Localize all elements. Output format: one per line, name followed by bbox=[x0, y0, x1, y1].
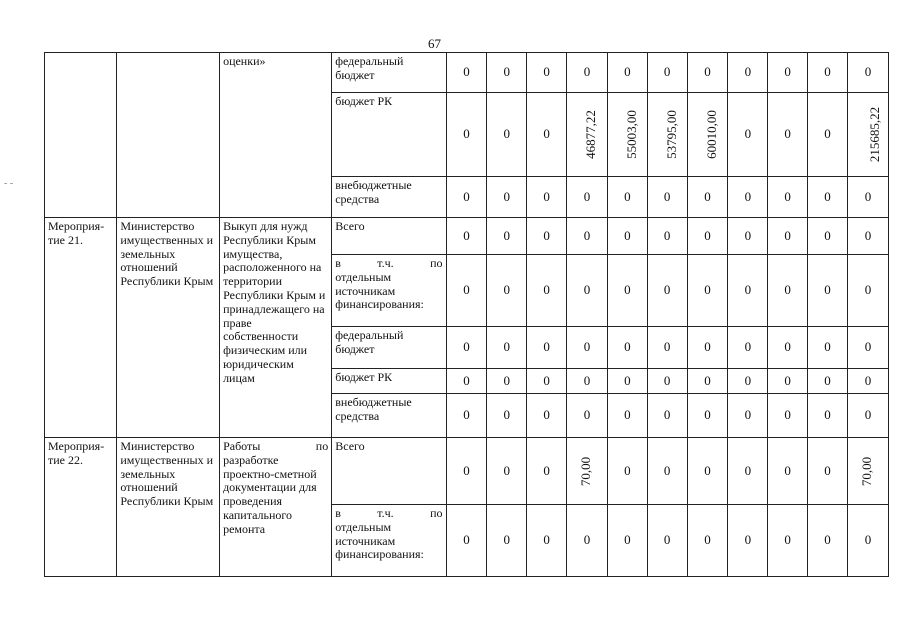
value-cell: 0 bbox=[768, 177, 808, 218]
value-cell: 0 bbox=[607, 394, 647, 438]
value-cell: 0 bbox=[527, 93, 567, 177]
value-cell: 0 bbox=[647, 438, 687, 505]
value-cell: 0 bbox=[768, 93, 808, 177]
value-cell: 0 bbox=[808, 369, 848, 394]
value-cell: 0 bbox=[687, 327, 728, 369]
page-number: 67 bbox=[428, 36, 441, 51]
table-row bbox=[45, 438, 889, 505]
value-cell: 0 bbox=[527, 218, 567, 255]
value-cell: 0 bbox=[847, 53, 888, 93]
value-cell: 0 bbox=[768, 327, 808, 369]
value-cell: 0 bbox=[768, 369, 808, 394]
source-first-line: в т.ч. по bbox=[335, 506, 443, 520]
value-cell: 0 bbox=[687, 438, 728, 505]
value-cell: 0 bbox=[607, 255, 647, 327]
value-cell: 0 bbox=[847, 218, 888, 255]
value-cell: 0 bbox=[728, 177, 768, 218]
vertical-value: 70,00 bbox=[859, 456, 875, 486]
value-cell: 0 bbox=[527, 53, 567, 93]
value-cell: 0 bbox=[567, 53, 608, 93]
value-cell: 0 bbox=[808, 505, 848, 577]
value-cell: 0 bbox=[728, 438, 768, 505]
measure-cell bbox=[45, 53, 117, 218]
value-cell: 0 bbox=[487, 369, 527, 394]
value-cell: 0 bbox=[687, 505, 728, 577]
value-cell: 0 bbox=[728, 505, 768, 577]
source-rest: отдельным источникам финансирования: bbox=[335, 519, 424, 562]
value-cell: 0 bbox=[446, 93, 487, 177]
value-cell: 0 bbox=[607, 53, 647, 93]
value-cell: 0 bbox=[847, 177, 888, 218]
value-cell bbox=[567, 93, 608, 177]
executor-cell: Министерство имущественных и земельных отношений Республики Крым bbox=[117, 438, 220, 577]
value-cell: 0 bbox=[446, 255, 487, 327]
value-cell: 0 bbox=[808, 218, 848, 255]
source-first-line: в т.ч. по bbox=[335, 256, 443, 270]
value-cell: 0 bbox=[728, 53, 768, 93]
value-cell: 0 bbox=[647, 369, 687, 394]
table-row bbox=[45, 218, 889, 255]
value-cell: 0 bbox=[687, 369, 728, 394]
vertical-value: 60010,00 bbox=[703, 110, 719, 159]
value-cell bbox=[567, 438, 608, 505]
value-cell: 0 bbox=[567, 369, 608, 394]
value-cell: 0 bbox=[487, 327, 527, 369]
vertical-value: 70,00 bbox=[578, 456, 594, 486]
source-cell bbox=[332, 505, 446, 577]
source-cell: внебюджетные средства bbox=[332, 394, 446, 438]
value-cell: 0 bbox=[768, 505, 808, 577]
value-cell: 0 bbox=[446, 438, 487, 505]
measure-cell: Мероприя-тие 22. bbox=[45, 438, 117, 577]
scan-artifact: - - bbox=[4, 178, 14, 189]
value-cell: 0 bbox=[446, 505, 487, 577]
source-cell: внебюджетные средства bbox=[332, 177, 446, 218]
value-cell: 0 bbox=[728, 369, 768, 394]
value-cell: 0 bbox=[687, 218, 728, 255]
value-cell: 0 bbox=[647, 327, 687, 369]
value-cell: 0 bbox=[487, 93, 527, 177]
description-first-line: Работы по bbox=[223, 439, 329, 453]
value-cell: 0 bbox=[487, 438, 527, 505]
source-cell: бюджет РК bbox=[332, 93, 446, 177]
value-cell: 0 bbox=[808, 438, 848, 505]
value-cell: 0 bbox=[446, 394, 487, 438]
vertical-value: 55003,00 bbox=[623, 110, 639, 159]
value-cell: 0 bbox=[687, 177, 728, 218]
value-cell: 0 bbox=[487, 505, 527, 577]
value-cell: 0 bbox=[567, 255, 608, 327]
value-cell: 0 bbox=[687, 255, 728, 327]
description-cell: Выкуп для нужд Республики Крым имущества, расположенного на территории Республики Крым и принадлежащего на праве собственности физическим или юридическим лицам bbox=[220, 218, 332, 438]
value-cell: 0 bbox=[446, 218, 487, 255]
value-cell: 0 bbox=[808, 177, 848, 218]
value-cell: 0 bbox=[847, 394, 888, 438]
value-cell: 0 bbox=[567, 327, 608, 369]
value-cell: 0 bbox=[487, 177, 527, 218]
value-cell: 0 bbox=[446, 177, 487, 218]
description-rest: разработке проектно-сметной документации для проведения капитального ремонта bbox=[223, 452, 317, 536]
value-cell: 0 bbox=[446, 53, 487, 93]
executor-cell bbox=[117, 53, 220, 218]
value-cell: 0 bbox=[527, 177, 567, 218]
source-cell: Всего bbox=[332, 218, 446, 255]
value-cell: 0 bbox=[808, 394, 848, 438]
value-cell bbox=[647, 93, 687, 177]
value-cell: 0 bbox=[487, 53, 527, 93]
source-cell: Всего bbox=[332, 438, 446, 505]
value-cell: 0 bbox=[527, 369, 567, 394]
value-cell: 0 bbox=[768, 255, 808, 327]
value-cell bbox=[847, 93, 888, 177]
value-cell: 0 bbox=[567, 218, 608, 255]
value-cell: 0 bbox=[607, 438, 647, 505]
executor-cell: Министерство имущественных и земельных отношений Республики Крым bbox=[117, 218, 220, 438]
value-cell bbox=[847, 438, 888, 505]
value-cell bbox=[607, 93, 647, 177]
table-row bbox=[45, 53, 889, 93]
value-cell: 0 bbox=[847, 369, 888, 394]
description-cell bbox=[220, 438, 332, 577]
vertical-value: 53795,00 bbox=[663, 110, 679, 159]
program-financing-table bbox=[44, 52, 889, 577]
value-cell: 0 bbox=[768, 394, 808, 438]
value-cell: 0 bbox=[728, 218, 768, 255]
value-cell: 0 bbox=[647, 177, 687, 218]
value-cell: 0 bbox=[768, 53, 808, 93]
value-cell: 0 bbox=[687, 53, 728, 93]
value-cell: 0 bbox=[847, 255, 888, 327]
value-cell: 0 bbox=[487, 255, 527, 327]
value-cell: 0 bbox=[687, 394, 728, 438]
value-cell: 0 bbox=[487, 394, 527, 438]
value-cell: 0 bbox=[567, 177, 608, 218]
value-cell: 0 bbox=[446, 369, 487, 394]
description-cell: оценки» bbox=[220, 53, 332, 218]
value-cell: 0 bbox=[808, 93, 848, 177]
value-cell: 0 bbox=[527, 505, 567, 577]
value-cell: 0 bbox=[607, 369, 647, 394]
value-cell: 0 bbox=[607, 327, 647, 369]
value-cell: 0 bbox=[607, 505, 647, 577]
value-cell: 0 bbox=[527, 394, 567, 438]
value-cell: 0 bbox=[847, 327, 888, 369]
value-cell: 0 bbox=[768, 438, 808, 505]
value-cell: 0 bbox=[607, 218, 647, 255]
value-cell: 0 bbox=[647, 255, 687, 327]
vertical-value: 46877,22 bbox=[582, 110, 598, 159]
value-cell: 0 bbox=[527, 255, 567, 327]
value-cell: 0 bbox=[527, 438, 567, 505]
source-cell: бюджет РК bbox=[332, 369, 446, 394]
source-cell: федеральный бюджет bbox=[332, 53, 446, 93]
source-rest: отдельным источникам финансирования: bbox=[335, 269, 424, 312]
value-cell: 0 bbox=[847, 505, 888, 577]
value-cell: 0 bbox=[647, 218, 687, 255]
value-cell: 0 bbox=[647, 394, 687, 438]
value-cell: 0 bbox=[607, 177, 647, 218]
value-cell: 0 bbox=[567, 394, 608, 438]
value-cell: 0 bbox=[728, 327, 768, 369]
value-cell: 0 bbox=[728, 93, 768, 177]
value-cell bbox=[687, 93, 728, 177]
value-cell: 0 bbox=[808, 53, 848, 93]
value-cell: 0 bbox=[446, 327, 487, 369]
value-cell: 0 bbox=[808, 327, 848, 369]
value-cell: 0 bbox=[647, 53, 687, 93]
value-cell: 0 bbox=[647, 505, 687, 577]
source-cell bbox=[332, 255, 446, 327]
value-cell: 0 bbox=[768, 218, 808, 255]
vertical-value: 215685,22 bbox=[867, 106, 883, 163]
value-cell: 0 bbox=[567, 505, 608, 577]
value-cell: 0 bbox=[728, 394, 768, 438]
value-cell: 0 bbox=[527, 327, 567, 369]
value-cell: 0 bbox=[808, 255, 848, 327]
measure-cell: Мероприя-тие 21. bbox=[45, 218, 117, 438]
value-cell: 0 bbox=[728, 255, 768, 327]
source-cell: федеральный бюджет bbox=[332, 327, 446, 369]
value-cell: 0 bbox=[487, 218, 527, 255]
